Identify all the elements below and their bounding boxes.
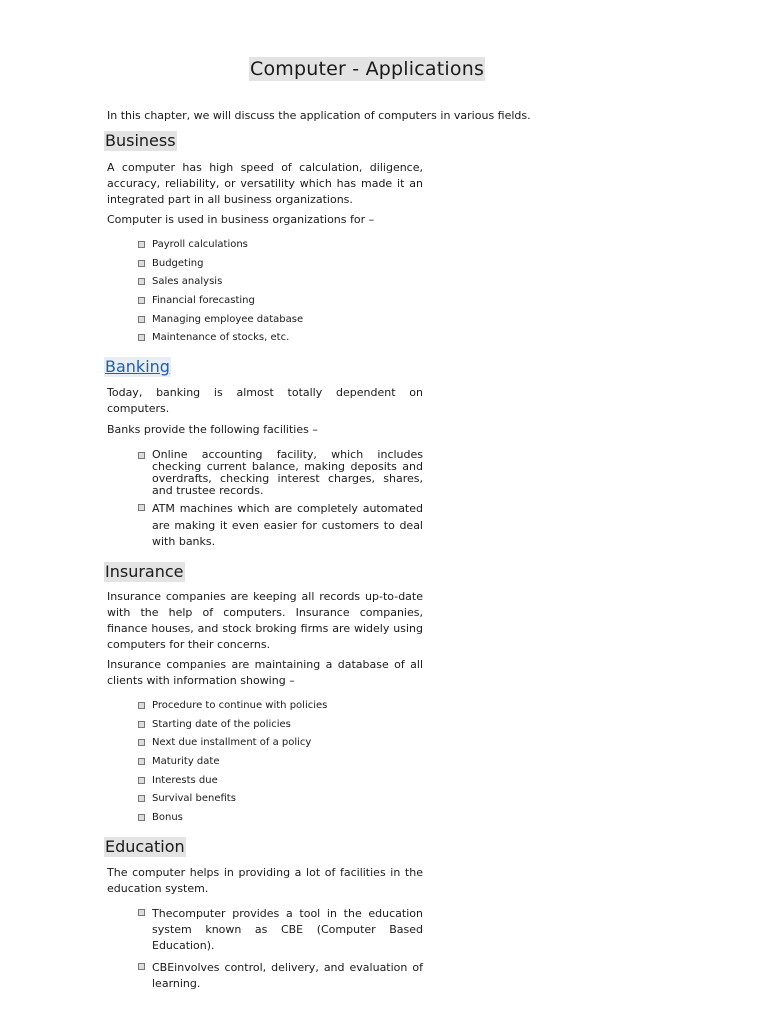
list-item: Procedure to continue with policies bbox=[138, 699, 327, 718]
list-item: Survival benefits bbox=[138, 792, 327, 811]
banking-link[interactable]: Banking bbox=[105, 357, 170, 376]
education-list bbox=[138, 906, 423, 996]
education-heading: Education bbox=[105, 837, 185, 856]
list-item: Starting date of the policies bbox=[138, 718, 327, 737]
list-item: Maturity date bbox=[138, 755, 327, 774]
list-item: Thecomputer provides a tool in the education system known as CBE (Computer Based Education). bbox=[138, 906, 423, 954]
business-paragraph: A computer has high speed of calculation, diligence, accuracy, reliability, or versatility which has made it an integrated part in all business organizations. bbox=[107, 161, 423, 206]
bullet-box-icon bbox=[138, 795, 145, 802]
banking-paragraph: Today, banking is almost totally dependent on computers. bbox=[107, 386, 423, 415]
banking-list bbox=[138, 449, 423, 555]
business-intro-line: Computer is used in business organizations for – bbox=[107, 213, 375, 226]
bullet-box-icon bbox=[138, 721, 145, 728]
bullet-box-icon bbox=[138, 963, 145, 970]
list-item: Online accounting facility, which includes checking current balance, making deposits and overdrafts, checking interest charges, shares, and trustee records. bbox=[138, 449, 423, 497]
list-item: Next due installment of a policy bbox=[138, 736, 327, 755]
bullet-box-icon bbox=[138, 316, 145, 323]
bullet-box-icon bbox=[138, 814, 145, 821]
bullet-box-icon bbox=[138, 739, 145, 746]
business-heading: Business bbox=[105, 131, 176, 150]
bullet-box-icon bbox=[138, 260, 145, 267]
bullet-box-icon bbox=[138, 504, 145, 511]
banking-intro-line: Banks provide the following facilities – bbox=[107, 423, 318, 436]
list-item: ATM machines which are completely automated are making it even easier for customers to deal with banks. bbox=[138, 501, 423, 551]
bullet-box-icon bbox=[138, 278, 145, 285]
list-item: Interests due bbox=[138, 774, 327, 793]
bullet-box-icon bbox=[138, 452, 145, 459]
list-item: Financial forecasting bbox=[138, 294, 303, 313]
insurance-intro-line: Insurance companies are maintaining a database of all clients with information showing – bbox=[107, 658, 423, 687]
bullet-box-icon bbox=[138, 241, 145, 248]
list-item: CBEinvolves control, delivery, and evaluation of learning. bbox=[138, 960, 423, 992]
bullet-box-icon bbox=[138, 702, 145, 709]
list-item: Bonus bbox=[138, 811, 327, 830]
insurance-heading: Insurance bbox=[105, 562, 184, 581]
bullet-box-icon bbox=[138, 777, 145, 784]
list-item: Sales analysis bbox=[138, 275, 303, 294]
bullet-box-icon bbox=[138, 297, 145, 304]
list-item: Managing employee database bbox=[138, 313, 303, 332]
insurance-paragraph: Insurance companies are keeping all records up-to-date with the help of computers. Insurance companies, finance houses, and stock broking firms are widely using computers for their concerns. bbox=[107, 590, 423, 651]
page-title: Computer - Applications bbox=[250, 58, 485, 80]
intro-text: In this chapter, we will discuss the application of computers in various fields. bbox=[107, 109, 531, 122]
business-list bbox=[138, 238, 303, 350]
bullet-box-icon bbox=[138, 909, 145, 916]
insurance-list bbox=[138, 699, 327, 830]
bullet-box-icon bbox=[138, 758, 145, 765]
bullet-box-icon bbox=[138, 334, 145, 341]
list-item: Budgeting bbox=[138, 257, 303, 276]
list-item: Maintenance of stocks, etc. bbox=[138, 331, 303, 350]
list-item: Payroll calculations bbox=[138, 238, 303, 257]
education-paragraph: The computer helps in providing a lot of facilities in the education system. bbox=[107, 866, 423, 895]
